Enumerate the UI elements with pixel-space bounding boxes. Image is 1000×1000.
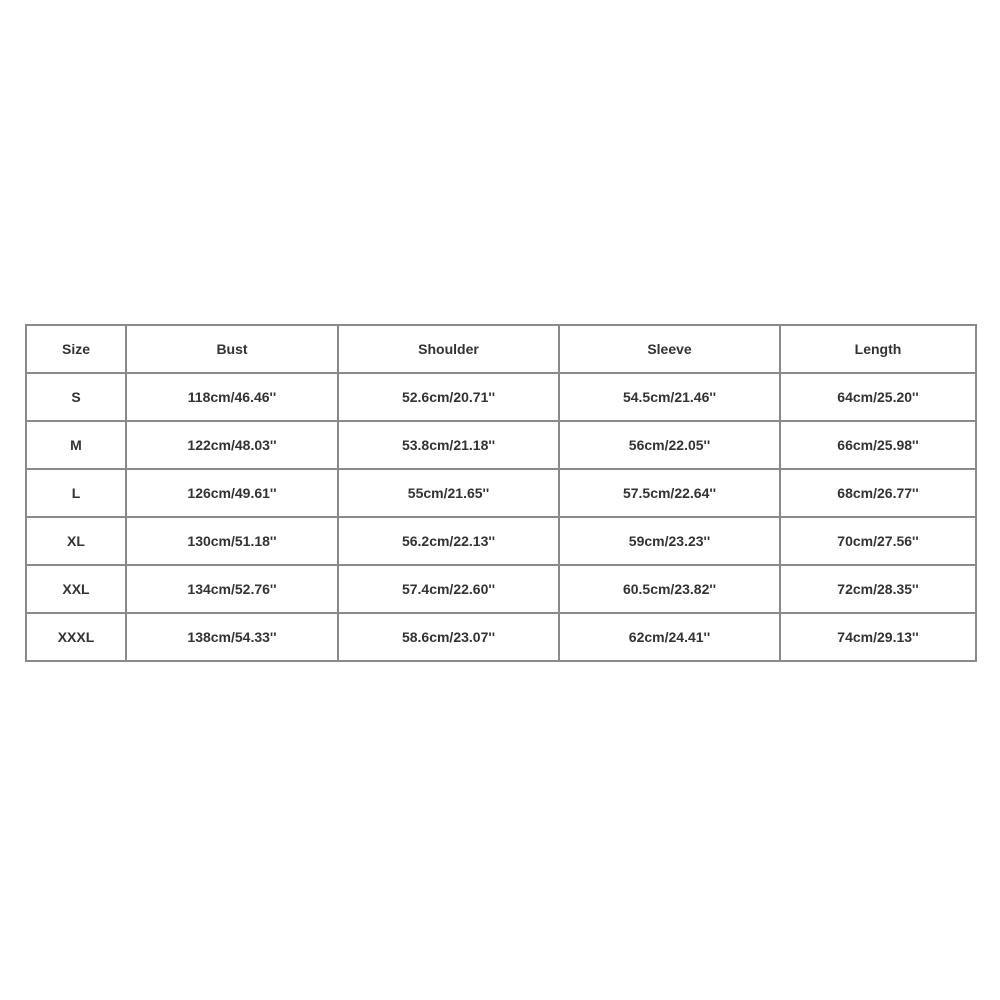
header-length: Length [780,325,976,373]
size-cell: S [26,373,126,421]
length-cell: 68cm/26.77'' [780,469,976,517]
bust-cell: 130cm/51.18'' [126,517,338,565]
sleeve-cell: 56cm/22.05'' [559,421,780,469]
sleeve-cell: 54.5cm/21.46'' [559,373,780,421]
header-shoulder: Shoulder [338,325,559,373]
length-cell: 70cm/27.56'' [780,517,976,565]
bust-cell: 138cm/54.33'' [126,613,338,661]
shoulder-cell: 52.6cm/20.71'' [338,373,559,421]
size-cell: XXL [26,565,126,613]
table-row [26,469,976,517]
table-row [26,373,976,421]
header-size: Size [26,325,126,373]
size-cell: M [26,421,126,469]
length-cell: 64cm/25.20'' [780,373,976,421]
table-row [26,613,976,661]
shoulder-cell: 57.4cm/22.60'' [338,565,559,613]
bust-cell: 126cm/49.61'' [126,469,338,517]
table-row [26,565,976,613]
shoulder-cell: 58.6cm/23.07'' [338,613,559,661]
bust-cell: 122cm/48.03'' [126,421,338,469]
sleeve-cell: 60.5cm/23.82'' [559,565,780,613]
header-row [26,325,976,373]
shoulder-cell: 56.2cm/22.13'' [338,517,559,565]
shoulder-cell: 55cm/21.65'' [338,469,559,517]
sleeve-cell: 59cm/23.23'' [559,517,780,565]
header-bust: Bust [126,325,338,373]
bust-cell: 134cm/52.76'' [126,565,338,613]
bust-cell: 118cm/46.46'' [126,373,338,421]
header-sleeve: Sleeve [559,325,780,373]
size-cell: XL [26,517,126,565]
table-row [26,517,976,565]
shoulder-cell: 53.8cm/21.18'' [338,421,559,469]
size-cell: XXXL [26,613,126,661]
size-chart-table [25,324,977,662]
sleeve-cell: 57.5cm/22.64'' [559,469,780,517]
length-cell: 72cm/28.35'' [780,565,976,613]
length-cell: 74cm/29.13'' [780,613,976,661]
size-cell: L [26,469,126,517]
table-row [26,421,976,469]
sleeve-cell: 62cm/24.41'' [559,613,780,661]
length-cell: 66cm/25.98'' [780,421,976,469]
